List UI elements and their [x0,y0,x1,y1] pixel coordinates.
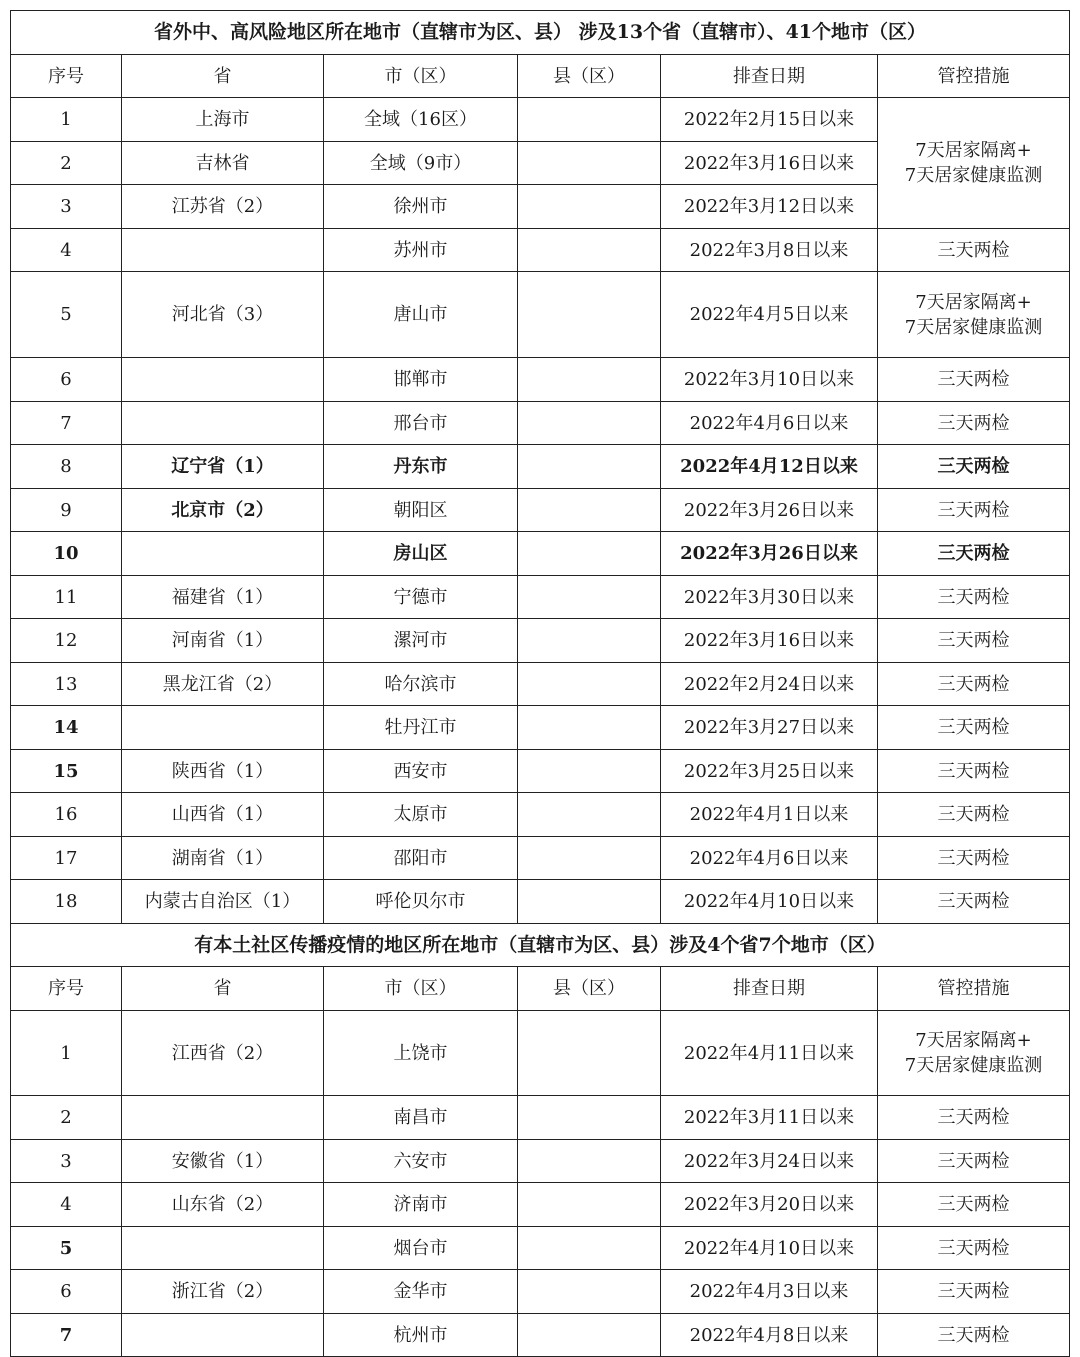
row-county [518,837,661,880]
row-city: 宁德市 [324,576,518,619]
header-city: 市（区） [324,967,518,1011]
table-row [11,793,1070,837]
row-measure: 三天两检 [878,402,1070,445]
row-no: 7 [11,1314,122,1357]
table-row [11,229,1070,272]
row-city: 朝阳区 [324,489,518,532]
row-no: 15 [11,750,122,793]
table-row [11,1011,1070,1096]
row-date: 2022年2月15日以来 [661,98,878,142]
row-city: 金华市 [324,1270,518,1314]
header-county: 县（区） [518,967,661,1011]
row-no: 10 [11,532,122,576]
row-city: 邯郸市 [324,358,518,402]
row-province: 浙江省（2） [122,1270,324,1314]
table-row [11,1140,1070,1183]
table-row [11,1096,1070,1140]
row-province: 河北省（3） [122,272,324,358]
row-date: 2022年3月20日以来 [661,1183,878,1227]
row-measure-merged [878,98,1070,229]
row-date: 2022年2月24日以来 [661,663,878,706]
row-county [518,402,661,445]
row-date: 2022年3月8日以来 [661,229,878,272]
row-no: 1 [11,1011,122,1096]
table-row [11,489,1070,532]
row-city: 上饶市 [324,1011,518,1096]
row-city: 全域（16区） [324,98,518,142]
page [10,10,1070,1357]
row-no: 11 [11,576,122,619]
row-date: 2022年3月16日以来 [661,619,878,663]
row-no: 3 [11,185,122,229]
row-date: 2022年3月25日以来 [661,750,878,793]
section2-header-row [11,967,1070,1011]
row-no: 1 [11,98,122,142]
row-county [518,706,661,750]
row-city: 呼伦贝尔市 [324,880,518,924]
row-county [518,98,661,142]
row-date: 2022年3月10日以来 [661,358,878,402]
row-province: 安徽省（1） [122,1140,324,1183]
row-province: 江苏省（2） [122,185,324,229]
row-no: 13 [11,663,122,706]
row-province: 福建省（1） [122,576,324,619]
section1-title-row [11,11,1070,55]
measure-line-2: 7天居家健康监测 [904,165,1043,186]
row-province: 陕西省（1） [122,750,324,793]
row-measure: 三天两检 [878,750,1070,793]
row-measure: 三天两检 [878,1314,1070,1357]
table-row [11,98,1070,142]
row-city: 徐州市 [324,185,518,229]
row-county [518,1314,661,1357]
row-date: 2022年4月10日以来 [661,1227,878,1270]
row-date: 2022年3月26日以来 [661,489,878,532]
row-date: 2022年4月11日以来 [661,1011,878,1096]
row-date: 2022年4月8日以来 [661,1314,878,1357]
header-province: 省 [122,55,324,98]
row-province [122,1096,324,1140]
header-no: 序号 [11,967,122,1011]
row-city: 丹东市 [324,445,518,489]
row-county [518,576,661,619]
row-measure: 三天两检 [878,880,1070,924]
row-province: 江西省（2） [122,1011,324,1096]
row-no: 12 [11,619,122,663]
header-province: 省 [122,967,324,1011]
row-measure [878,1011,1070,1096]
row-no: 7 [11,402,122,445]
row-measure: 三天两检 [878,1140,1070,1183]
table-row [11,532,1070,576]
row-city: 苏州市 [324,229,518,272]
row-no: 18 [11,880,122,924]
row-province [122,1227,324,1270]
row-measure: 三天两检 [878,358,1070,402]
row-measure: 三天两检 [878,837,1070,880]
row-measure: 三天两检 [878,793,1070,837]
row-measure [878,272,1070,358]
row-province: 河南省（1） [122,619,324,663]
section2-title: 有本土社区传播疫情的地区所在地市（直辖市为区、县）涉及4个省7个地市（区） [11,924,1070,967]
row-county [518,793,661,837]
table-row [11,750,1070,793]
row-city: 邵阳市 [324,837,518,880]
table-row [11,880,1070,924]
row-province [122,229,324,272]
row-city: 六安市 [324,1140,518,1183]
row-city: 牡丹江市 [324,706,518,750]
row-date: 2022年4月12日以来 [661,445,878,489]
row-no: 8 [11,445,122,489]
row-county [518,142,661,185]
row-city: 太原市 [324,793,518,837]
row-date: 2022年4月3日以来 [661,1270,878,1314]
row-province [122,358,324,402]
row-no: 6 [11,1270,122,1314]
row-county [518,1227,661,1270]
measure-line-1: 7天居家隔离+ [915,140,1032,161]
table-row [11,1227,1070,1270]
table-row [11,1314,1070,1357]
row-county [518,619,661,663]
row-county [518,880,661,924]
row-county [518,1011,661,1096]
row-county [518,229,661,272]
row-measure: 三天两检 [878,663,1070,706]
row-measure: 三天两检 [878,532,1070,576]
row-city: 全域（9市） [324,142,518,185]
header-no: 序号 [11,55,122,98]
row-county [518,272,661,358]
row-county [518,1183,661,1227]
row-measure: 三天两检 [878,576,1070,619]
measure-line-2: 7天居家健康监测 [904,1055,1043,1076]
row-city: 西安市 [324,750,518,793]
row-no: 3 [11,1140,122,1183]
row-measure: 三天两检 [878,1096,1070,1140]
row-measure: 三天两检 [878,1227,1070,1270]
row-county [518,489,661,532]
row-no: 9 [11,489,122,532]
row-province [122,532,324,576]
row-city: 唐山市 [324,272,518,358]
row-province: 山东省（2） [122,1183,324,1227]
row-province: 上海市 [122,98,324,142]
row-province [122,1314,324,1357]
row-date: 2022年3月30日以来 [661,576,878,619]
measure-line-2: 7天居家健康监测 [904,316,1043,338]
row-date: 2022年4月5日以来 [661,272,878,358]
row-city: 济南市 [324,1183,518,1227]
section1-header-row [11,55,1070,98]
table-row [11,402,1070,445]
row-measure: 三天两检 [878,1183,1070,1227]
row-county [518,532,661,576]
row-province [122,402,324,445]
row-no: 4 [11,229,122,272]
row-measure: 三天两检 [878,489,1070,532]
table-row [11,445,1070,489]
row-city: 漯河市 [324,619,518,663]
table-row [11,1183,1070,1227]
header-county: 县（区） [518,55,661,98]
measure-line-1: 7天居家隔离+ [915,1030,1032,1051]
header-measure: 管控措施 [878,967,1070,1011]
row-county [518,1096,661,1140]
row-city: 邢台市 [324,402,518,445]
row-date: 2022年4月1日以来 [661,793,878,837]
row-county [518,358,661,402]
row-province: 山西省（1） [122,793,324,837]
row-no: 6 [11,358,122,402]
table-row [11,576,1070,619]
row-city: 南昌市 [324,1096,518,1140]
row-date: 2022年3月16日以来 [661,142,878,185]
table-row [11,358,1070,402]
row-no: 5 [11,272,122,358]
row-date: 2022年3月11日以来 [661,1096,878,1140]
row-date: 2022年3月27日以来 [661,706,878,750]
table-row [11,272,1070,358]
row-county [518,185,661,229]
row-city: 房山区 [324,532,518,576]
table-row [11,619,1070,663]
row-province: 北京市（2） [122,489,324,532]
table-row [11,706,1070,750]
table-row [11,663,1070,706]
row-county [518,1270,661,1314]
row-measure: 三天两检 [878,229,1070,272]
row-province [122,706,324,750]
table-row [11,1270,1070,1314]
header-city: 市（区） [324,55,518,98]
row-county [518,445,661,489]
row-measure: 三天两检 [878,445,1070,489]
row-no: 17 [11,837,122,880]
table-row [11,837,1070,880]
row-date: 2022年4月6日以来 [661,837,878,880]
row-county [518,750,661,793]
row-no: 2 [11,1096,122,1140]
row-measure: 三天两检 [878,706,1070,750]
header-date: 排查日期 [661,967,878,1011]
row-province: 黑龙江省（2） [122,663,324,706]
row-county [518,1140,661,1183]
row-date: 2022年4月6日以来 [661,402,878,445]
risk-area-table [10,10,1070,1357]
row-date: 2022年3月12日以来 [661,185,878,229]
row-county [518,663,661,706]
row-no: 5 [11,1227,122,1270]
header-measure: 管控措施 [878,55,1070,98]
row-no: 14 [11,706,122,750]
row-measure: 三天两检 [878,619,1070,663]
section2-title-row [11,924,1070,967]
row-no: 16 [11,793,122,837]
section1-title: 省外中、高风险地区所在地市（直辖市为区、县） 涉及13个省（直辖市）、41个地市（区） [11,11,1070,55]
row-date: 2022年4月10日以来 [661,880,878,924]
row-province: 内蒙古自治区（1） [122,880,324,924]
row-province: 吉林省 [122,142,324,185]
row-measure: 三天两检 [878,1270,1070,1314]
row-no: 4 [11,1183,122,1227]
header-date: 排查日期 [661,55,878,98]
row-date: 2022年3月26日以来 [661,532,878,576]
row-no: 2 [11,142,122,185]
row-city: 杭州市 [324,1314,518,1357]
row-city: 哈尔滨市 [324,663,518,706]
row-province: 湖南省（1） [122,837,324,880]
row-date: 2022年3月24日以来 [661,1140,878,1183]
measure-line-1: 7天居家隔离+ [915,291,1032,313]
row-province: 辽宁省（1） [122,445,324,489]
row-city: 烟台市 [324,1227,518,1270]
